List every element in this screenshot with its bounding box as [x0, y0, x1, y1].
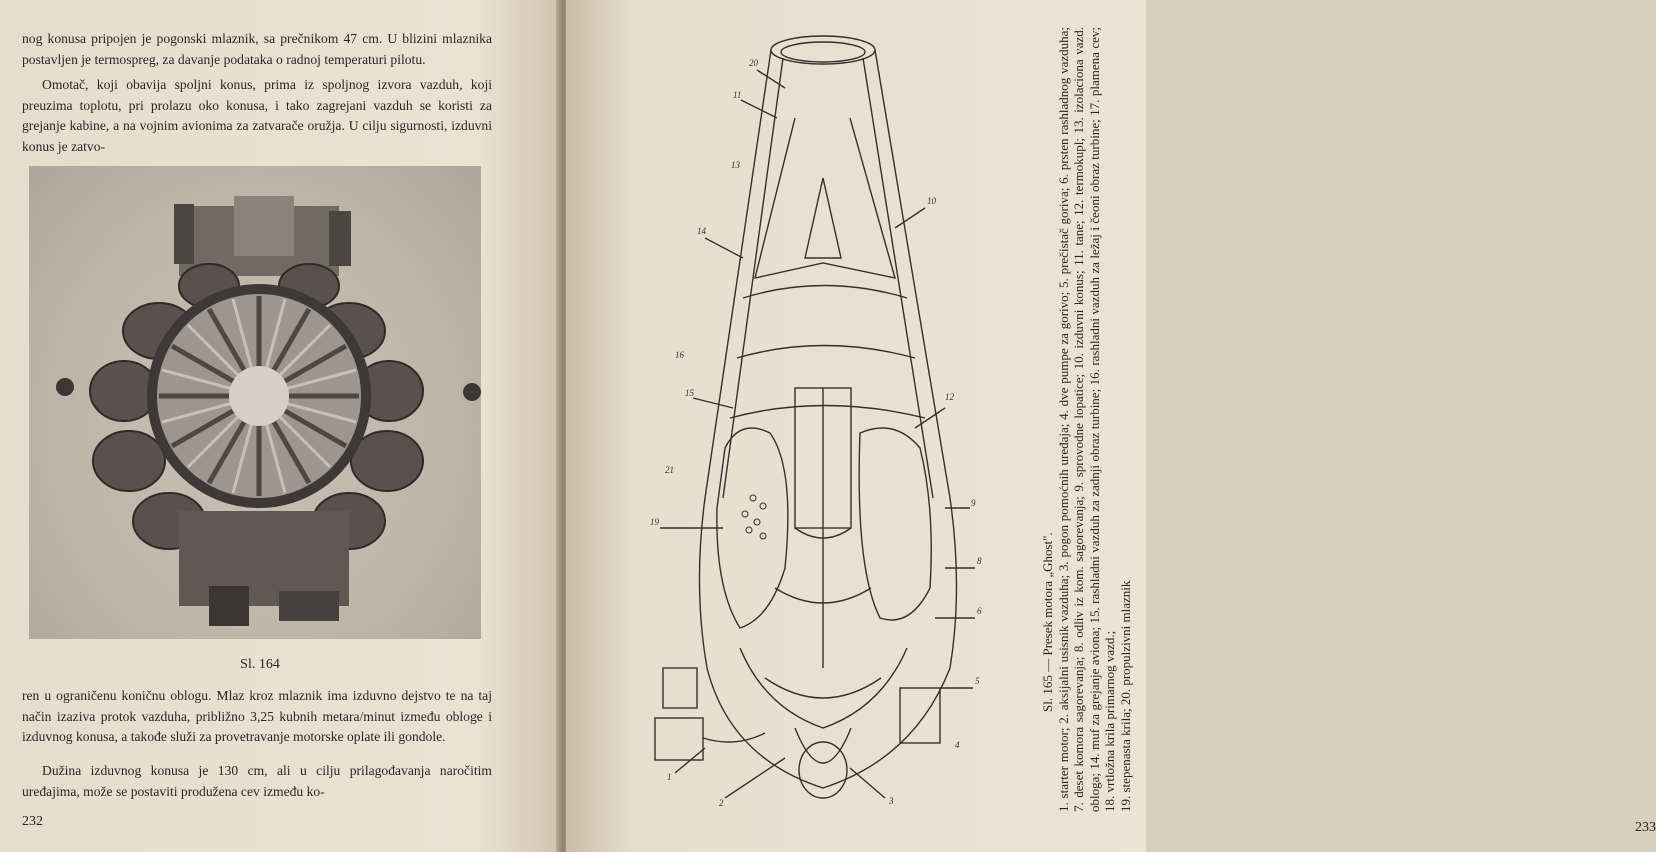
paragraph: Omotač, koji obavija spoljni konus, prima iz spoljnog izvora vazduh, koji preuzima toplotu, pri prolazu oko konusa, i tako zagrejani vazduh se koristi za grejanje kabine, a na vojnim avionima za zatvarače oružja. U cilju sigurnosti, izduvni konus je zatvo- [22, 77, 492, 154]
callout-number: 12 [945, 392, 954, 402]
paragraph: Dužina izduvnog konusa je 130 cm, ali u cilju prilagođavanja naročitim uređajima, može se postaviti produžena cev između ko- [22, 763, 492, 799]
callout-number: 9 [971, 498, 976, 508]
callout-number: 14 [697, 226, 706, 236]
callout-number: 8 [977, 556, 982, 566]
figure-title: Sl. 165 — Presek motora „Ghost". [1040, 532, 1055, 712]
figure-caption: Sl. 164 [240, 657, 280, 672]
callout-number: 21 [665, 465, 674, 475]
callout-number: 15 [685, 388, 694, 398]
paragraph: ren u ograničenu koničnu oblogu. Mlaz kroz mlaznik ima izduvno dejstvo te na taj način izaziva protok vazduha, približno 3,25 kubnih metara/minut između obloge i izduvnog konusa, a takođe služi za provetravanje motorske oplate ili gondole. [22, 688, 492, 744]
callout-number: 13 [731, 160, 740, 170]
callout-number: 1 [667, 772, 672, 782]
callout-number: 19 [650, 517, 659, 527]
engine-section-drawing [645, 28, 990, 823]
page-number: 233 [1635, 820, 1656, 835]
callout-number: 11 [733, 90, 742, 100]
engine-photo [29, 166, 481, 639]
callout-number: 5 [975, 676, 980, 686]
paragraph: nog konusa pripojen je pogonski mlaznik, sa prečnikom 47 cm. U blizini mlaznika postavljen je termospreg, za davanje podataka o radnoj temperaturi pilotu. [22, 31, 492, 67]
callout-number: 2 [719, 798, 724, 808]
rotated-figure-caption [1040, 27, 1133, 812]
callout-number: 10 [927, 196, 936, 206]
callout-number: 20 [749, 58, 758, 68]
callout-number: 3 [889, 796, 894, 806]
callout-number: 6 [977, 606, 982, 616]
figure-legend: 1. starter motor; 2. aksijalni usisnik vazduha; 3. pogon pomoćnih uređaja; 4. dve pumpe za gorivo; 5. prečistač goriva; 6. prsten rashladnog vazduha; 7. deset komora sagorevanja; 8. odliv iz kom. sagorevanja; 9. sprovodne lopatice; 10. izduvni konus; 11. tane; 12. termokupl; 13. izolaciona vazd. obloga; 14. muf za grejanje aviona; 15. rashladni vazduh za zadnji obraz turbine; 16. rashladni vazduh za ležaj i čeoni obraz turbine; 17. plamena cev; 18. vrtložna krila primarnog vazd.; [1055, 27, 1117, 812]
callout-number: 16 [675, 350, 684, 360]
callout-number: 4 [955, 740, 960, 750]
page-number: 232 [22, 814, 43, 829]
figure-legend-last-line: 19. stepenasta krila; 20. propulzivni mlaznik [1117, 580, 1133, 812]
left-page [0, 0, 560, 852]
